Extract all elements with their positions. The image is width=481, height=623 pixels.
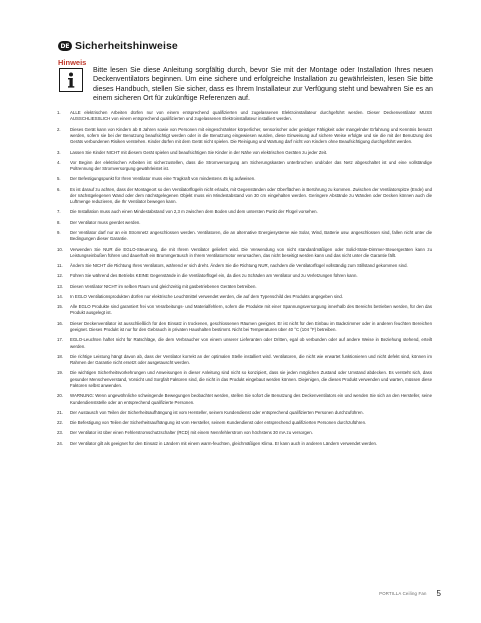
list-item [57, 127, 432, 146]
list-item [57, 150, 432, 156]
list-item-number: 21. [57, 409, 64, 415]
list-item [57, 176, 432, 182]
list-item-text: Es ist darauf zu achten, dass der Montageort so den Ventilatorflügeln nicht erlaubt, mit Gegenständen oder Oberflächen in Berührung zu kommen. Zwischen der Ventilatorspitze (Ende) und der nächstgelegenen Wand oder dem nächstgelegenen Objekt muss ein Mindestabstand von 30 cm eingehalten werden. Geringere Abstände zu Wänden oder Decken können auch die Luftmenge reduzieren, die Ihr Ventilator bewegen kann. [70, 186, 432, 205]
list-item-text: Die wichtigen Sicherheitsvorkehrungen und Anweisungen in dieser Anleitung sind nicht so konzipiert, dass sie jeden möglichen Zustand oder Umstand abdecken. Es versteht sich, dass gesunder Menschenverstand, Vorsicht und Sorgfalt Faktoren sind, die nicht in das Produkt eingebaut werden können. Diejenigen, die dieses Produkt verwenden und warten, müssen diese Faktoren selbst anwenden. [70, 370, 432, 389]
list-item-number: 13. [57, 283, 64, 289]
list-item [57, 110, 432, 123]
list-item-text: Führen Sie während des Betriebs KEINE Gegenstände in die Ventilatorflügel ein, da dies zu Schäden am Ventilator und zu Verletzungen führen kann. [70, 273, 358, 279]
list-item-text: Der Befestigungspunkt für Ihren Ventilator muss eine Tragkraft von mindestens 45 kg aufweisen. [70, 176, 256, 182]
list-item [57, 230, 432, 243]
list-item-number: 6. [57, 186, 61, 192]
list-item [57, 209, 432, 215]
list-item-text: Diesen Ventilator NICHT im selben Raum und gleichzeitig mit gasbetriebenen Geräten betreiben. [70, 283, 257, 289]
list-item [57, 337, 432, 350]
list-item-number: 9. [57, 229, 61, 235]
safety-list [57, 110, 432, 451]
list-item-number: 12. [57, 273, 64, 279]
list-item-number: 1. [57, 110, 61, 115]
list-item-number: 16. [57, 320, 64, 326]
list-item [57, 354, 432, 367]
list-item [57, 273, 432, 279]
list-item-text: Der Ventilator ist über einen Fehlerstromschutzschalter (RCD) mit einem Nennfehlerstrom von höchstens 30 mA zu versorgen. [70, 430, 313, 436]
list-item-text: WARNUNG: Wenn ungewöhnliche schwingende Bewegungen beobachtet werden, stellen Sie sofort die Benutzung des Deckenventilators ein und wenden Sie sich an den Hersteller, seine Kundendienststelle oder an entsprechend qualifizierte Personen. [70, 393, 432, 405]
list-item [57, 410, 432, 416]
list-item-text: Der Ventilator gilt als geeignet für den Einsatz in Ländern mit einem warm-feuchten, gleichmäßigen Klima. Er kann auch in anderen Ländern verwendet werden. [70, 440, 378, 446]
language-badge: DE [58, 41, 72, 51]
list-item-number: 17. [57, 337, 64, 343]
list-item-number: 3. [57, 149, 61, 155]
hinweis-label: Hinweis [58, 58, 87, 67]
list-item-number: 20. [57, 393, 64, 399]
page-footer [379, 589, 441, 598]
list-item-number: 14. [57, 293, 64, 299]
section-header [58, 40, 178, 52]
page-number: 5 [436, 589, 441, 598]
list-item-text: ALLE elektrischen Arbeiten dürfen nur von einem entsprechend qualifizierten und zugelassenen Elektroinstallateur durchgeführt werden. Dieser Deckenventilator MUSS AUSSCHLIESSLICH von einem entsprechend qualifizierten und zugelassenen Elektroinstallateur installiert werden. [70, 110, 432, 122]
list-item-number: 7. [57, 209, 61, 215]
list-item-number: 8. [57, 219, 61, 225]
list-item-text: In EGLO Ventilationsprodukten dürfen nur elektrische Leuchtmittel verwendet werden, die auf dem Typenschild des Produkts angegeben sind. [70, 293, 344, 299]
list-item [57, 220, 432, 226]
list-item [57, 247, 432, 260]
list-item-number: 23. [57, 430, 64, 436]
list-item-text: Ändern Sie NICHT die Richtung Ihres Ventilators, während er sich dreht. Ändern Sie die Richtung NUR, nachdem die Ventilatorflügel vollständig zum Stillstand gekommen sind. [70, 263, 408, 269]
section-title: Sicherheitshinweise [75, 40, 178, 52]
list-item-text: Die Installation muss auch einen Mindestabstand von 2,3 m zwischen dem Boden und dem untersten Punkt der Flügel vorsehen. [70, 209, 318, 215]
list-item-text: Dieses Gerät kann von Kindern ab 8 Jahren sowie von Personen mit eingeschränkter körperlicher, sensorischer oder geistiger Fähigkeit oder mangelnder Erfahrung und Kenntnis benutzt werden, sofern sie bei der Benutzung beaufsichtigt werden oder in die Benutzung eingewiesen wurden, diese Einweisung auf sichere Weise erfolgte und sie die mit der Benutzung des Geräts verbundenen Risiken verstehen. Kinder dürfen mit dem Gerät nicht spielen. Die Reinigung und Wartung darf nicht von Kindern ohne Beaufsichtigung durchgeführt werden. [70, 126, 432, 145]
list-item [57, 284, 432, 290]
list-item [57, 441, 432, 447]
intro-paragraph: Bitte lesen Sie diese Anleitung sorgfältig durch, bevor Sie mit der Montage oder Installation Ihres neuen Deckenventilators beginnen. Um eine sichere und erfolgreiche Installation zu gewährleisten, lesen Sie bitte dieses Handbuch, stellen Sie sicher, dass es Ihrem Installateur zur Verfügung steht und bewahren Sie es an einem sicheren Ort für zukünftige Referenzen auf. [93, 66, 433, 102]
list-item [57, 187, 432, 206]
list-item-text: Alle EGLO Produkte sind garantiert frei von Verarbeitungs- und Materialfehlern, sofern die Produkte mit einer Spannungsversorgung innerhalb des Bereichs betrieben werden, für den das Produkt ausgelegt ist. [70, 304, 432, 316]
list-item [57, 294, 432, 300]
list-item-number: 5. [57, 176, 61, 182]
list-item-text: Vor Beginn der elektrischen Arbeiten ist sicherzustellen, dass die Stromversorgung am Sicherungskasten unterbrochen und/oder das Netz abgeschaltet ist und eine vollständige Poltrennung der Stromversorgung gewährleistet ist. [70, 159, 432, 172]
list-item-text: Verwenden Sie NUR die EGLO-Steuerung, die mit Ihrem Ventilator geliefert wird. Die Verwendung von nicht standardmäßigen oder Solid-State-Dimmer-Steuergeräten kann zu Leistungseinbußen führen und dauerhaft ein Brummgeräusch in Ihrem Ventilatormotor verursachen, das nicht beseitigt werden kann und das nicht unter die Garantie fällt. [70, 246, 432, 258]
list-item-number: 4. [57, 159, 61, 165]
list-item [57, 160, 432, 173]
list-item-text: Der Ventilator muss geerdet werden. [70, 219, 141, 225]
list-item-number: 18. [57, 353, 64, 359]
list-item-text: EGLO-Leuchten haftet nicht für Ratschläge, die dem Verbraucher von einem unserer Lieferanten oder Dritten, egal ob verbunden oder auf andere Weise in Beziehung stehend, erteilt werden. [70, 337, 432, 349]
footer-product-name: PORTILLA Ceiling Fan [379, 591, 427, 596]
info-icon [59, 68, 83, 92]
list-item [57, 393, 432, 406]
list-item [57, 263, 432, 269]
list-item-number: 11. [57, 263, 63, 269]
list-item-text: Der Austausch von Teilen der Sicherheitsaufhängung ist vom Hersteller, seinem Kundendienst oder entsprechend qualifizierten Personen durchzuführen. [70, 409, 364, 415]
list-item-text: Die richtige Leistung hängt davon ab, dass der Ventilator korrekt an der optimalen Stelle installiert wird. Ventilatoren, die nicht wie erwartet funktionieren und nicht defekt sind, können im Rahmen der Garantie nicht ersetzt oder ausgetauscht werden. [70, 353, 432, 366]
list-item [57, 420, 432, 426]
list-item-text: Lassen Sie Kinder NICHT mit diesem Gerät spielen und beaufsichtigen Sie Kinder in der Nähe von elektrischen Geräten zu jeder Zeit. [70, 149, 328, 155]
list-item [57, 304, 432, 317]
list-item [57, 430, 432, 436]
list-item-text: Der Ventilator darf nur an ein Stromnetz angeschlossen werden. Ventilatoren, die an alternative Energiesysteme wie Solar, Wind, Batterie usw. angeschlossen sind, fallen nicht unter die Bedingungen dieser Garantie. [70, 229, 432, 242]
list-item-number: 24. [57, 440, 64, 446]
list-item-number: 2. [57, 126, 61, 132]
list-item-number: 22. [57, 420, 64, 426]
list-item [57, 370, 432, 389]
list-item-number: 15. [57, 304, 64, 310]
list-item-number: 19. [57, 370, 64, 376]
list-item [57, 321, 432, 334]
list-item-text: Die Befestigung von Teilen der Sicherheitsaufhängung ist vom Hersteller, seinem Kundendienst oder entsprechend qualifizierten Personen durchzuführen. [70, 420, 367, 426]
list-item-number: 10. [57, 246, 64, 252]
list-item-text: Dieser Deckenventilator ist ausschließlich für den Einsatz in trockenen, geschlossenen Räumen geeignet. Er ist nicht für den Einbau im Badezimmer oder in anderen feuchten Bereichen geeignet. Dieses Produkt ist nur für den Gebrauch in privaten Haushalten bestimmt. Nicht bei Temperaturen über 40 °C (104 °F) betreiben. [70, 320, 432, 332]
